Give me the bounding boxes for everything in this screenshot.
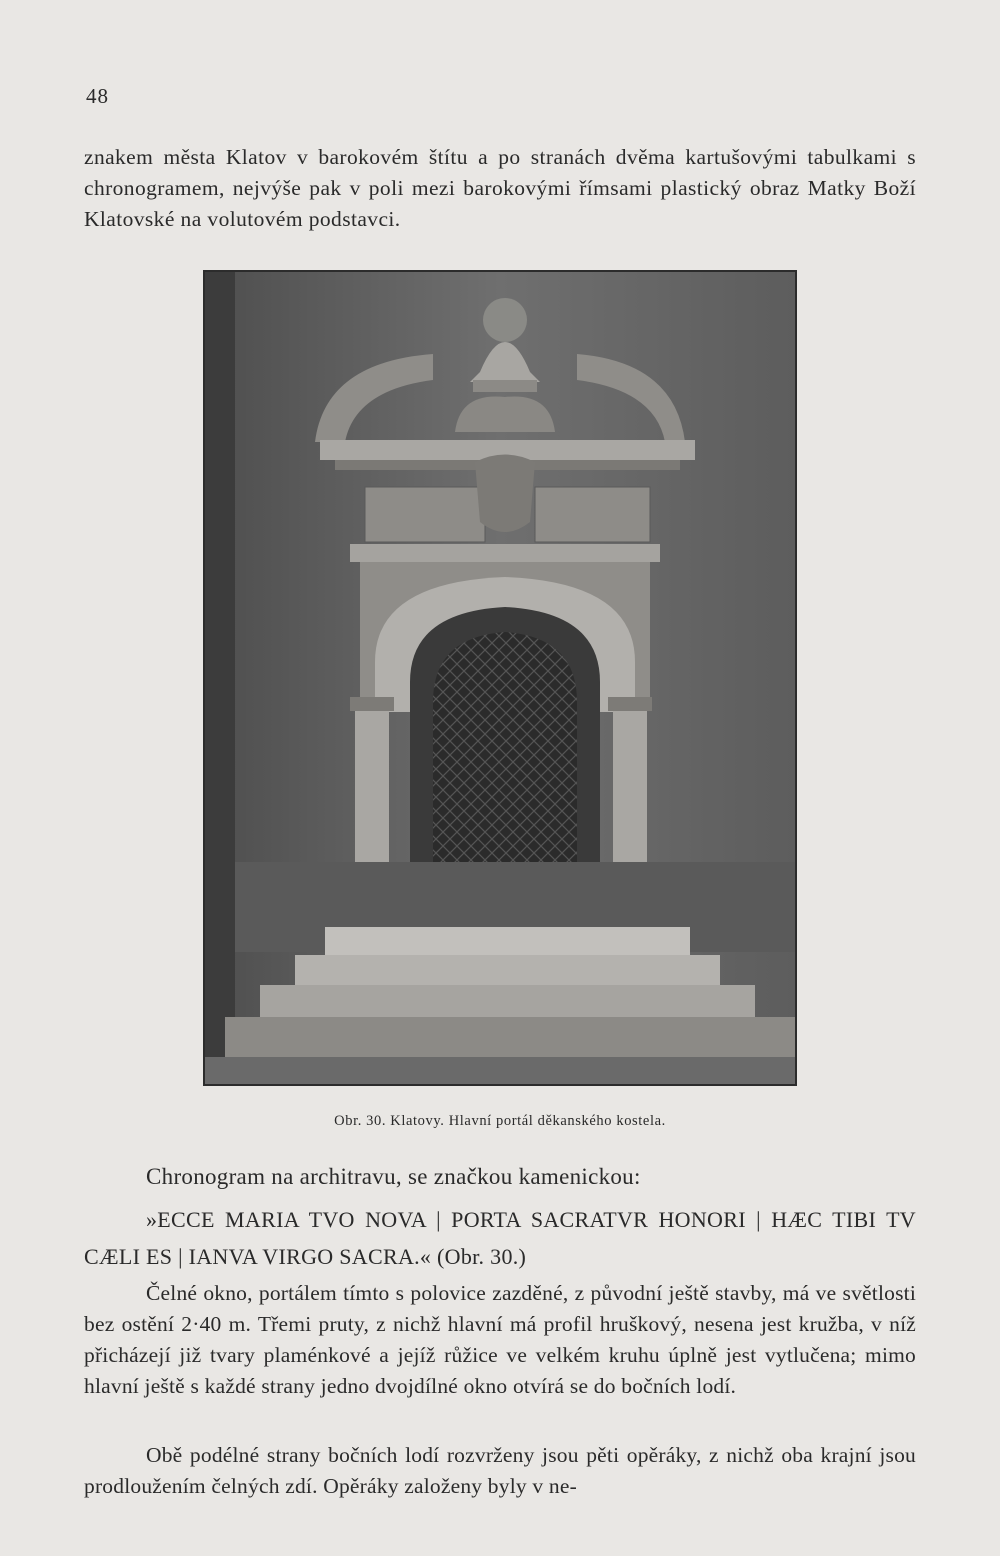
coat-of-arms (475, 455, 535, 533)
portal-photo-illustration (205, 272, 795, 1084)
inscription-tablet-left (365, 487, 485, 542)
paragraph-window: Čelné okno, portálem tímto s polovice zazděné, z původní ještě stavby, má ve světlosti bez ostění 2·40 m. Třemi pruty, z nichž hlavní má profil hruškový, nesena jest kružba, v níž přicházejí již tvary plaménkové a jejíž růžice ve velkém kruhu úplně jest vytlučena; mimo hlavní ještě s každé strany jedno dvojdílné okno otvírá se do bočních lodí. (84, 1281, 916, 1398)
wall-edge (205, 272, 235, 1084)
capital-right (608, 697, 652, 711)
figure-caption: Obr. 30. Klatovy. Hlavní portál děkanského kostela. (334, 1113, 666, 1129)
section-intro: Chronogram na architravu, se značkou kamenickou: (146, 1164, 641, 1189)
architrave (350, 544, 660, 562)
chronogram-inscription: »ECCE MARIA TVO NOVA | PORTA SACRATVR HONORI | HÆC TIBI TV CÆLI ES | IANVA VIRGO SACRA.« (Obr. 30.) (84, 1207, 916, 1269)
step-1 (325, 927, 690, 955)
paragraph-top: znakem města Klatov v barokovém štítu a po stranách dvěma kartušovými tabulkami s chronogramem, nejvýše pak v poli mezi barokovými římsami plastický obraz Matky Boží Klatovské na volutovém podstavci. (84, 145, 916, 231)
page-number: 48 (86, 84, 109, 108)
inscription-tablet-right (535, 487, 650, 542)
figure-portal-photo (203, 270, 797, 1086)
statue-pedestal (473, 380, 537, 392)
step-2 (295, 955, 720, 985)
capital-left (350, 697, 394, 711)
statue-halo (483, 298, 527, 342)
step-3 (260, 985, 755, 1017)
pavement (205, 1057, 795, 1084)
paragraph-sides: Obě podélné strany bočních lodí rozvrženy jsou pěti opěráky, z nichž oba krajní jsou prodloužením čelných zdí. Opěráky založeny byly v ne- (84, 1443, 916, 1498)
step-4 (225, 1017, 795, 1057)
